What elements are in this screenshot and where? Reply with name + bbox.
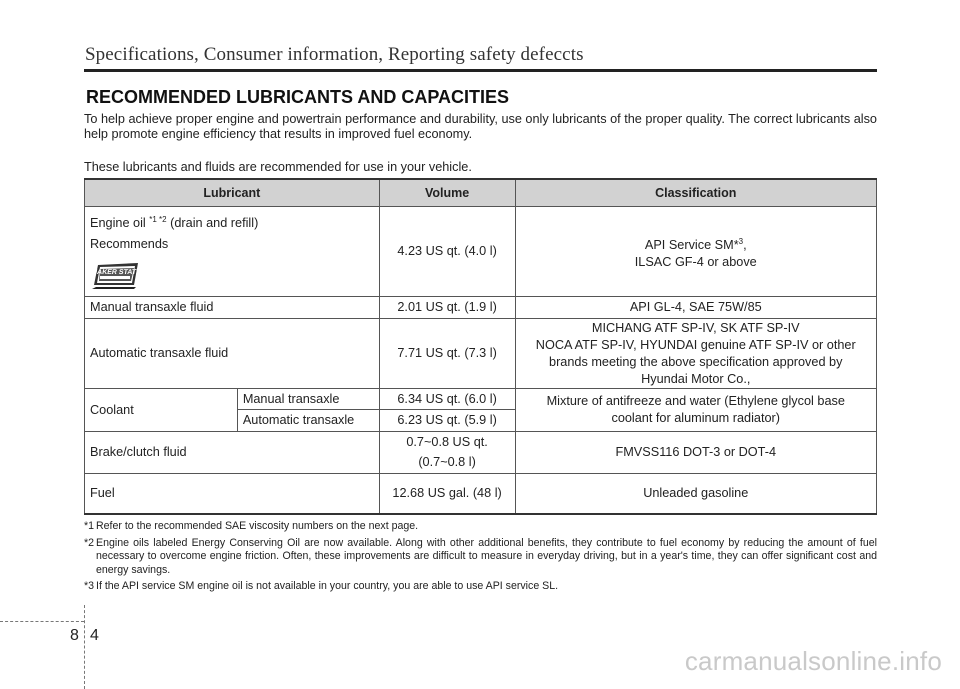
header-classification: Classification	[515, 179, 877, 207]
row-engine-oil	[85, 207, 877, 297]
row-automatic-transaxle	[85, 319, 877, 389]
row-coolant-manual	[85, 389, 877, 410]
brake-fluid-classification: FMVSS116 DOT-3 or DOT-4	[515, 432, 877, 474]
page-chapter-number: 8	[70, 627, 79, 644]
coolant-classification: Mixture of antifreeze and water (Ethylene glycol base coolant for aluminum radiator)	[515, 389, 877, 432]
coolant-manual-label: Manual transaxle	[237, 389, 379, 410]
engine-oil-recommends: Recommends	[90, 237, 169, 251]
lubricants-table	[84, 178, 877, 515]
engine-oil-cell	[85, 207, 380, 297]
section-title: RECOMMENDED LUBRICANTS AND CAPACITIES	[86, 87, 509, 107]
brake-fluid-volume: 0.7~0.8 US qt. (0.7~0.8 l)	[379, 432, 515, 474]
table-header-row	[85, 179, 877, 207]
coolant-automatic-volume: 6.23 US qt. (5.9 l)	[379, 410, 515, 432]
row-brake-fluid	[85, 432, 877, 474]
engine-oil-classification: API Service SM*$^3$, ILSAC GF-4 or above	[515, 207, 877, 297]
quaker-state-logo	[90, 259, 374, 296]
automatic-transaxle-volume: 7.71 US qt. (7.3 l)	[379, 319, 515, 389]
footnote-1: *1 Refer to the recommended SAE viscosity numbers on the next page.	[84, 520, 419, 532]
coolant-label: Coolant	[85, 389, 238, 432]
footnote-3: *3 If the API service SM engine oil is not available in your country, you are able to use API service SL.	[84, 580, 559, 592]
manual-transaxle-classification: API GL-4, SAE 75W/85	[515, 297, 877, 319]
watermark: carmanualsonline.info	[684, 646, 942, 676]
coolant-automatic-label: Automatic transaxle	[237, 410, 379, 432]
header-volume: Volume	[379, 179, 515, 207]
footnote-2: *2 Engine oils labeled Energy Conserving Oil are now available. Along with other additional benefits, they contribute to fuel economy by reducing the amount of fuel necessary to overcome engine friction. Often, these improvements are difficult to measure in everyday driving, but in a year's time, they can offer significant cost and energy savings.	[84, 536, 877, 576]
automatic-transaxle-label: Automatic transaxle fluid	[85, 319, 380, 389]
page-margin-hline	[0, 621, 84, 622]
coolant-manual-volume: 6.34 US qt. (6.0 l)	[379, 389, 515, 410]
running-header: Specifications, Consumer information, Reporting safety defeccts	[85, 44, 584, 65]
svg-text:QUAKER STATE: QUAKER STATE	[90, 269, 142, 276]
page-margin-line	[84, 605, 86, 689]
fuel-volume: 12.68 US gal. (48 l)	[379, 474, 515, 514]
brake-fluid-label: Brake/clutch fluid	[85, 432, 380, 474]
row-manual-transaxle	[85, 297, 877, 319]
fuel-label: Fuel	[85, 474, 380, 514]
engine-oil-volume: 4.23 US qt. (4.0 l)	[379, 207, 515, 297]
row-fuel	[85, 474, 877, 514]
manual-transaxle-volume: 2.01 US qt. (1.9 l)	[379, 297, 515, 319]
engine-oil-label: Engine oil $^{*1 *2}$ (drain and refill)	[90, 215, 259, 230]
header-rule	[84, 69, 877, 72]
page-number: 4	[90, 627, 99, 644]
manual-transaxle-label: Manual transaxle fluid	[85, 297, 380, 319]
footnotes	[84, 520, 877, 597]
fuel-classification: Unleaded gasoline	[515, 474, 877, 514]
intro-paragraph: To help achieve proper engine and powertrain performance and durability, use only lubricants of the proper quality. The correct lubricants also help promote engine efficiency that results in improved fuel economy.	[84, 112, 877, 141]
header-lubricant: Lubricant	[85, 179, 380, 207]
automatic-transaxle-classification: MICHANG ATF SP-IV, SK ATF SP-IV NOCA ATF SP-IV, HYUNDAI genuine ATF SP-IV or other brands meeting the above specification approved by Hyundai Motor Co.,	[515, 319, 877, 389]
sub-intro-text: These lubricants and fluids are recommended for use in your vehicle.	[84, 160, 472, 174]
